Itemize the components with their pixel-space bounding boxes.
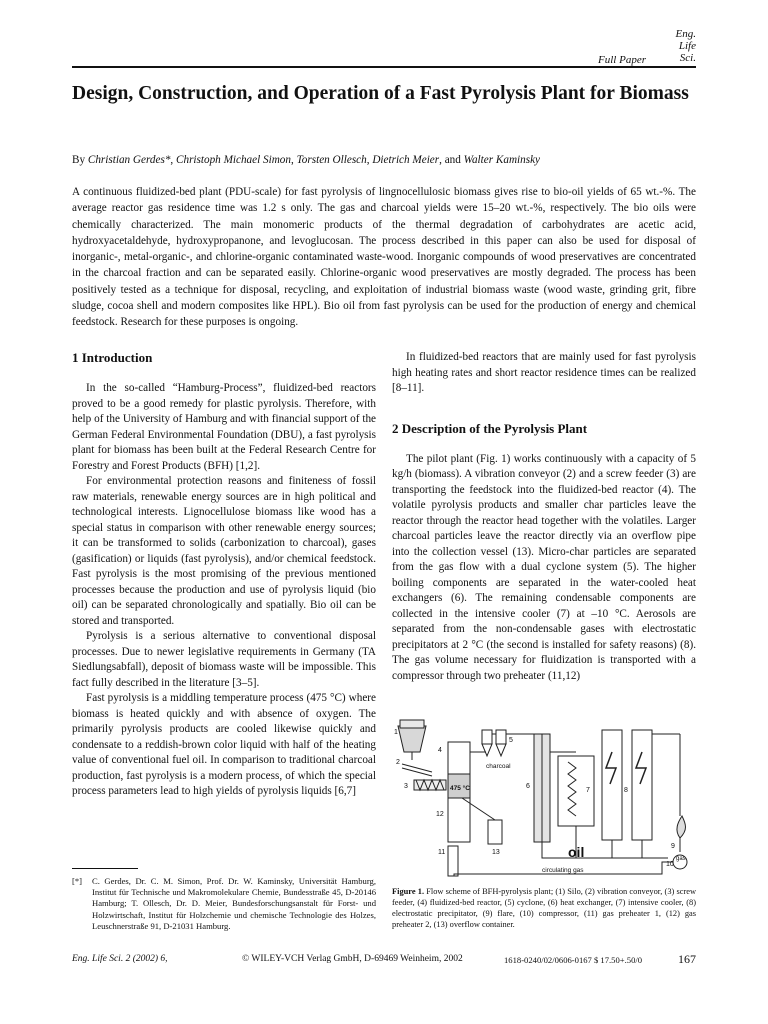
plant-paragraph-1: The pilot plant (Fig. 1) works continuously with a capacity of 5 kg/h (biomass). A vibration conveyor (2) and a screw feeder (3) are transporting the feedstock into the fluidized-bed reactor (4). The volatile pyrolysis products and smaller char particles leave the reactor through the reactor head together with the volatiles. Larger charcoal particles leave the reactor directly via an overflow pipe into the collection vessel (13). Micro-char particles are separated from the gas flow with a dual cyclone system (5). The higher boiling components are separated in the water-cooled heat exchangers (6). The remaining condensable components are collected in the intensive cooler (7) at –10 °C. Aerosols are separated from the non-condensable gases with electrostatic precipitators at 2 °C (the second is installed for safety reasons) (8). The gas volume necessary for fluidization is transported with a compressor through two preheater (11,12) — [392, 452, 696, 682]
fig-label-10: 10 — [666, 861, 674, 868]
screw-feeder-icon — [414, 780, 446, 790]
fig-label-8: 8 — [624, 787, 628, 794]
fig-label-7: 7 — [586, 787, 590, 794]
fig-charcoal-label: charcoal — [486, 763, 511, 770]
footer-publisher: © WILEY-VCH Verlag GmbH, D-69469 Weinheim, 2002 — [242, 954, 463, 964]
fig-label-9: 9 — [671, 843, 675, 850]
footnote-rule — [72, 868, 138, 869]
fig-temperature: 475 °C — [450, 785, 470, 792]
precipitator-icon — [602, 730, 652, 840]
caption-label: Figure 1. — [392, 887, 425, 896]
intro-paragraph-4: Fast pyrolysis is a middling temperature process (475 °C) where biomass is heated quickly and with absence of oxygen. The primarily pyrolysis products are cooled likewise quickly and condensate to a reddish-brown color liquid with half of the heating value of conventional fuel oil. In comparison to traditional charcoal production, fast pyrolysis is a modern process, of which the special process parameters lead to high yields of pyrolysis liquids [6,7] — [72, 692, 376, 797]
right-column — [392, 350, 696, 684]
fig-label-5: 5 — [509, 737, 513, 744]
section-heading-plant: 2 Description of the Pyrolysis Plant — [392, 420, 588, 436]
fig-label-4: 4 — [438, 747, 442, 754]
page-number: 167 — [678, 952, 696, 966]
intro-paragraph-1: In the so-called “Hamburg-Process”, fluidized-bed reactors proved to be a good remedy for plastic pyrolysis. Therefore, with help of the University of Hamburg and with financial support of the German Federal Environmental Foundation (DBU), a fast pyrolysis plant for biomass has been built at the Federal Research Centre for Forestry and Forest Products (BFH) [1,2]. — [72, 382, 376, 472]
author-line: By Christian Gerdes*, Christoph Michael Simon, Torsten Ollesch, Dietrich Meier, and Walter Kaminsky — [72, 154, 541, 166]
caption-text: Flow scheme of BFH-pyrolysis plant; (1) Silo, (2) vibration conveyor, (3) screw feeder, (4) fluidized-bed reactor, (5) cyclone, (6) heat exchanger, (7) intensive cooler, (8) electrostatic precipitator, (9) flare, (10) compressor, (11) gas preheater 1, (12) gas preheater 2, (13) overflow container. — [392, 887, 697, 929]
fig-label-2: 2 — [396, 759, 400, 766]
footnote — [72, 876, 376, 932]
author-2: Christoph Michael Simon — [176, 154, 291, 166]
abstract: A continuous fluidized-bed plant (PDU-scale) for fast pyrolysis of lingnocellulosic biomass gives rise to bio-oil yields of 65 wt.-%. The average reactor gas residence time was 1.2 s only. The gas and charcoal yields were 15–20 wt.-%, respectively. The bio oils were chemically characterized. The main monomeric products of the thermal degradation of carbohydrates are acetic acid, hydroxyacetaldehyde, hydroxypropanone, and levoglucosan. The process described in this paper can also be used for disposal of inorganic-, metal-organic-, and chlorine-organic contaminated waste-wood. Inorganic compounds of wood preservatives are concentrated in the charcoal fraction and can be separated easily. Chlorine-organic wood preservatives are mostly degraded. The process has been positively tested as a technique for disposal, recycling, and exploitation of industrial biomass waste (wood waste, grinding grit, fibre sludge, cocoa shell and modern composites like HPL). Bio oil from fast pyrolysis can be used for the production of energy and chemical feedstock. Research for these purposes is ongoing. — [72, 186, 696, 329]
and-word: and — [444, 154, 461, 166]
preheater-1-icon — [448, 846, 458, 876]
footer-citation: Eng. Life Sci. 2 (2002) 6, — [72, 954, 168, 964]
section-label: Full Paper — [598, 54, 646, 66]
section-heading-introduction: 1 Introduction — [72, 350, 153, 365]
heat-exchanger-icon — [534, 734, 550, 842]
right-paragraph-0: In fluidized-bed reactors that are mainly used for fast pyrolysis high heating rates and short reactor residence times can be realized [8–11]. — [392, 351, 696, 394]
oil-line — [542, 842, 668, 858]
fig-label-13: 13 — [492, 849, 500, 856]
author-4: Dietrich Meier — [372, 154, 440, 166]
journal-line-2: Life — [678, 40, 696, 52]
figure-1-flow-scheme — [392, 712, 696, 880]
author-3: Torsten Ollesch — [296, 154, 367, 166]
fig-label-11: 11 — [438, 849, 446, 856]
footnote-text: C. Gerdes, Dr. C. M. Simon, Prof. Dr. W. Kaminsky, Universität Hamburg, Institut für Technische und Makromolekulare Chemie, Bundesstraße 45, D-20146 Hamburg; T. Ollesch, Dr. D. Meier, Bundesforschungsanstalt für Forst- und Holzwirtschaft, Institut für Holzchemie und chemische Technologie des Holzes, Leuschnerstraße 91, D-21031 Hamburg. — [92, 876, 376, 931]
fig-label-3: 3 — [404, 783, 408, 790]
silo-icon — [398, 720, 426, 760]
author-1: Christian Gerdes* — [87, 154, 171, 166]
reactor-icon — [448, 742, 486, 842]
fig-gas-label: gas — [676, 856, 686, 862]
journal-line-1: Eng. — [675, 28, 696, 40]
fig-label-1: 1 — [394, 729, 398, 736]
figure-caption — [392, 886, 696, 930]
fig-label-12: 12 — [436, 811, 444, 818]
journal-line-3: Sci. — [679, 52, 696, 64]
fig-circulating-gas-label: circulating gas — [542, 867, 584, 874]
header-rule — [72, 66, 696, 68]
fig-label-6: 6 — [526, 783, 530, 790]
footnote-mark: [*] — [72, 876, 83, 886]
vibration-conveyor-icon — [402, 764, 432, 776]
article-title: Design, Construction, and Operation of a Fast Pyrolysis Plant for Biomass — [72, 83, 689, 104]
journal-logo — [676, 28, 696, 64]
left-column — [72, 350, 376, 800]
fig-oil-label: oil — [568, 844, 585, 860]
overflow-container-icon — [488, 820, 502, 844]
intro-paragraph-2: For environmental protection reasons and finiteness of fossil raw materials, renewable energy sources are in high political and technological interests. Lignocellulose biomass like wood has a special status in comparison with other renewable energy sources; it can be transformed to solids (carbonization to charcoal), gases (gasification) or liquids (fast pyrolysis), and/or chemical feedstock. Fast pyrolysis is the most promising of the previous mentioned processes because the production and use of pyrolysis liquid (bio oil) can be separated chronologically and spatially. Bio oil can be stored and transported. — [72, 475, 376, 627]
author-5: Walter Kaminsky — [463, 154, 541, 166]
by-word: By — [72, 154, 86, 166]
footer-code: 1618-0240/02/0606-0167 $ 17.50+.50/0 — [504, 955, 643, 965]
intro-paragraph-3: Pyrolysis is a serious alternative to conventional disposal processes. Due to newer legislative requirements in Germany (TA Siedlungsabfall), deposit of biomass waste will be impossible. This fact fully described in the literature [3–5]. — [72, 630, 376, 689]
flare-icon — [677, 816, 686, 852]
